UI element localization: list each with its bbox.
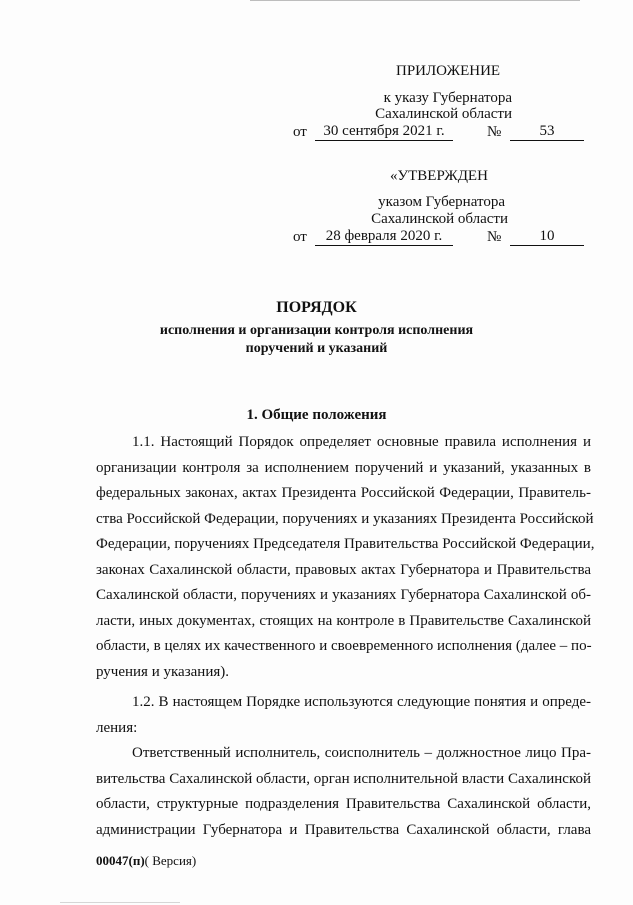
- paragraph-1-1: [96, 430, 595, 685]
- paragraph-line: 1.2. В настоящем Порядке используются следующие понятия и опреде-: [132, 694, 591, 710]
- scan-artifact-line: [60, 902, 180, 903]
- footer-doc-code: 00047(п): [96, 853, 145, 868]
- approved-number: 10: [510, 227, 584, 246]
- paragraph-line: ласти, иных документах, стоящих на контроле в Правительстве Сахалинской: [96, 612, 591, 629]
- approved-label: «УТВЕРЖДЕН: [390, 168, 488, 184]
- paragraph-line: Ответственный исполнитель, соисполнитель – должностное лицо Пра-: [132, 745, 591, 761]
- region-line: Сахалинской области: [375, 106, 512, 122]
- footer-code: [96, 852, 196, 870]
- number-label: №: [487, 124, 502, 140]
- paragraph-line: Федерации, поручениях Председателя Правительства Российской Федерации,: [96, 536, 595, 552]
- paragraph-line: федеральных законах, актах Президента Российской Федерации, Правитель-: [96, 485, 591, 501]
- approved-from-label: от: [293, 229, 307, 245]
- appendix-label: ПРИЛОЖЕНИЕ: [396, 63, 501, 79]
- paragraph-line: области, структурные подразделения Правительства Сахалинской области,: [96, 796, 591, 812]
- paragraph-line: области, в целях их качественного и своевременного исполнения (далее – по-: [96, 638, 592, 654]
- paragraph-line: ручения и указания).: [96, 663, 229, 680]
- paragraph-definition: [96, 741, 591, 843]
- document-title: ПОРЯДОК: [276, 299, 357, 316]
- paragraph-line: вительства Сахалинской области, орган исполнительной власти Сахалинской: [96, 770, 591, 787]
- decree-date: 30 сентября 2021 г.: [315, 122, 453, 141]
- paragraph-1-2: [96, 690, 591, 741]
- to-decree-line: к указу Губернатора: [383, 90, 512, 106]
- paragraph-line: 1.1. Настоящий Порядок определяет основные правила исполнения и: [132, 434, 591, 450]
- section-heading: 1. Общие положения: [246, 407, 387, 423]
- paragraph-line: ства Российской Федерации, поручениях и указаниях Президента Российской: [96, 510, 594, 527]
- date-from-label: от: [293, 124, 307, 140]
- paragraph-line: организации контроля за исполнением поручений и указаний, указанных в: [96, 459, 591, 476]
- approved-region: Сахалинской области: [371, 211, 508, 227]
- document-subtitle-1: исполнения и организации контроля исполнения: [159, 323, 474, 338]
- document-subtitle-2: поручений и указаний: [245, 341, 388, 356]
- approved-date: 28 февраля 2020 г.: [315, 227, 453, 246]
- footer-version: ( Версия): [144, 853, 197, 868]
- approved-number-label: №: [487, 229, 502, 245]
- paragraph-line: законах Сахалинской области, правовых актах Губернатора и Правительства: [96, 561, 591, 578]
- paragraph-line: Сахалинской области, поручениях и указаниях Губернатора Сахалинской об-: [96, 587, 591, 603]
- decree-number: 53: [510, 122, 584, 141]
- paragraph-line: администрации Губернатора и Правительства Сахалинской области, глава: [96, 821, 591, 838]
- approved-by-decree: указом Губернатора: [378, 194, 505, 210]
- paragraph-line: ления:: [96, 719, 138, 736]
- scan-artifact-line: [250, 0, 580, 1]
